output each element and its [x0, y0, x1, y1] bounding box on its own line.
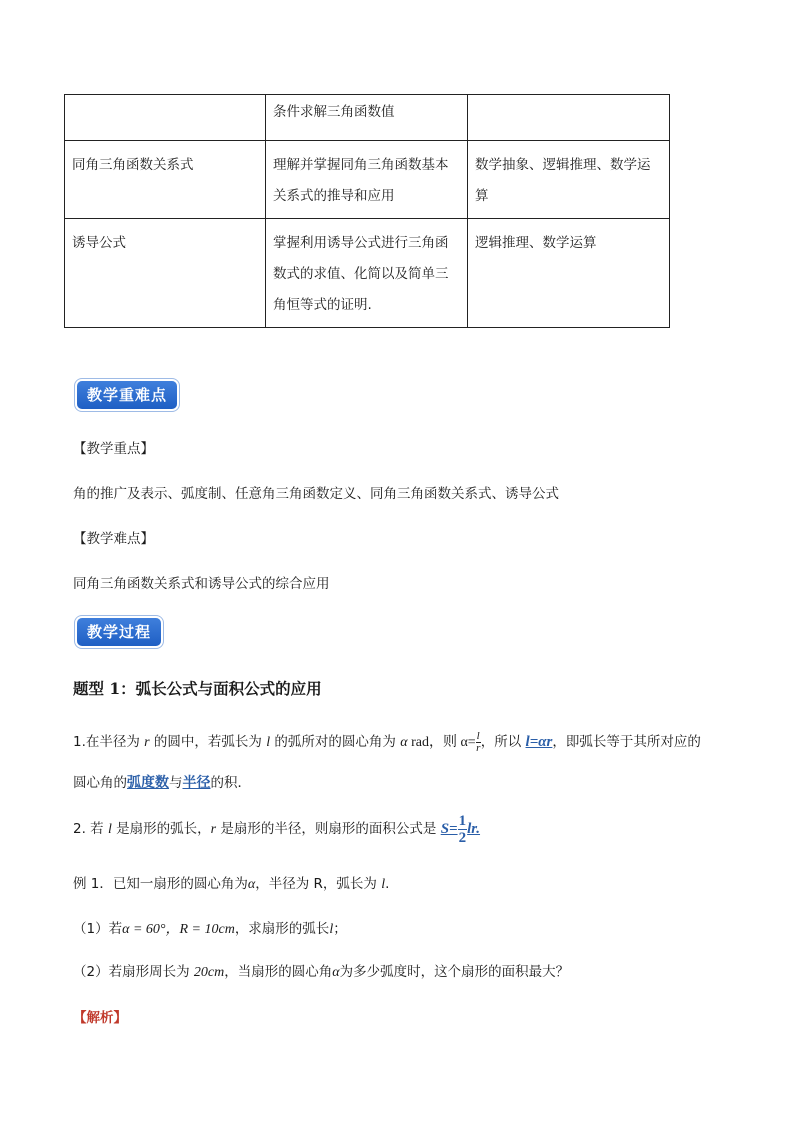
math-var: α	[400, 735, 408, 750]
text: 例 1．已知一扇形的圆心角为	[73, 876, 248, 892]
math-var: r	[210, 821, 217, 837]
problem-type-title: 题型 1：弧长公式与面积公式的应用	[73, 679, 322, 698]
text: 2. 若	[73, 820, 108, 837]
text: .	[385, 876, 390, 892]
table-cell: 同角三角函数关系式	[65, 141, 266, 219]
table-cell	[65, 95, 266, 141]
denominator: 2	[458, 830, 467, 846]
table-cell: 掌握利用诱导公式进行三角函数式的求值、化简以及简单三角恒等式的证明.	[266, 219, 468, 328]
example-question-2	[73, 960, 569, 981]
table-cell: 数学抽象、逻辑推理、数学运算	[468, 141, 670, 219]
highlight-term: 半径	[182, 775, 211, 791]
text: 圆心角的	[73, 775, 127, 791]
math-var: r	[144, 735, 150, 750]
formula-lhs: S=	[440, 820, 458, 837]
text: 的积．	[210, 775, 251, 791]
text: 为多少弧度时，这个扇形的面积最大？	[339, 964, 570, 980]
fraction-one-half	[458, 813, 468, 846]
text: 的弧所对的圆心角为	[270, 734, 401, 750]
paragraph-arc-length-line2	[73, 771, 251, 792]
math-var: α	[332, 965, 340, 980]
text: （2）若扇形周长为	[73, 964, 194, 980]
text: （1）若	[73, 921, 123, 937]
numerator: 1	[458, 813, 467, 829]
text: ；	[333, 921, 347, 937]
table-row	[65, 219, 670, 328]
table-cell: 理解并掌握同角三角函数基本关系式的推导和应用	[266, 141, 468, 219]
math-var: l	[381, 877, 386, 892]
math-expression: α = 60°，R = 10cm	[122, 922, 235, 937]
text: 是扇形的弧长，	[111, 820, 211, 837]
math-var: l	[329, 922, 334, 937]
text: ，半径为 R，弧长为	[255, 876, 382, 892]
table-cell: 逻辑推理、数学运算	[468, 219, 670, 328]
highlight-term: 弧度数	[127, 775, 169, 791]
example-statement	[73, 872, 389, 893]
math-expression: 20cm	[193, 965, 225, 980]
text: 的圆中，若弧长为	[149, 734, 267, 750]
denominator: r	[476, 741, 481, 754]
key-points-heading: 【教学重点】	[73, 441, 154, 457]
text: ，所以	[480, 734, 526, 750]
table-cell	[468, 95, 670, 141]
text: ，即弧长等于其所对应的	[552, 734, 701, 750]
key-points-text: 角的推广及表示、弧度制、任意角三角函数定义、同角三角函数关系式、诱导公式	[73, 486, 559, 502]
numerator: l	[476, 729, 480, 742]
text: 与	[169, 775, 183, 791]
example-question-1	[73, 917, 347, 938]
table-cell: 诱导公式	[65, 219, 266, 328]
text: 1.在半径为	[73, 734, 145, 750]
math-var: l	[107, 821, 112, 837]
paragraph-arc-length	[73, 730, 701, 754]
highlight-formula: l=αr	[525, 734, 553, 750]
formula-rhs: lr.	[467, 820, 481, 837]
difficulty-text: 同角三角函数关系式和诱导公式的综合应用	[73, 576, 330, 592]
math-var: l	[266, 735, 271, 750]
table-cell: 条件求解三角函数值	[266, 95, 468, 141]
paragraph-sector-area	[73, 813, 480, 846]
text: ，求扇形的弧长	[234, 921, 330, 937]
objectives-table	[64, 94, 670, 328]
analysis-heading: 【解析】	[73, 1010, 127, 1026]
section-badge-process: 教学过程	[77, 618, 161, 646]
text: ，当扇形的圆心角	[224, 964, 333, 980]
highlight-formula	[440, 813, 481, 846]
text: 是扇形的半径，则扇形的面积公式是	[216, 820, 441, 837]
difficulty-heading: 【教学难点】	[73, 531, 154, 547]
table-row	[65, 95, 670, 141]
math-var: α	[247, 877, 256, 892]
text: rad，则 α=	[407, 735, 476, 750]
section-badge-key-points: 教学重难点	[77, 381, 177, 409]
table-row	[65, 141, 670, 219]
